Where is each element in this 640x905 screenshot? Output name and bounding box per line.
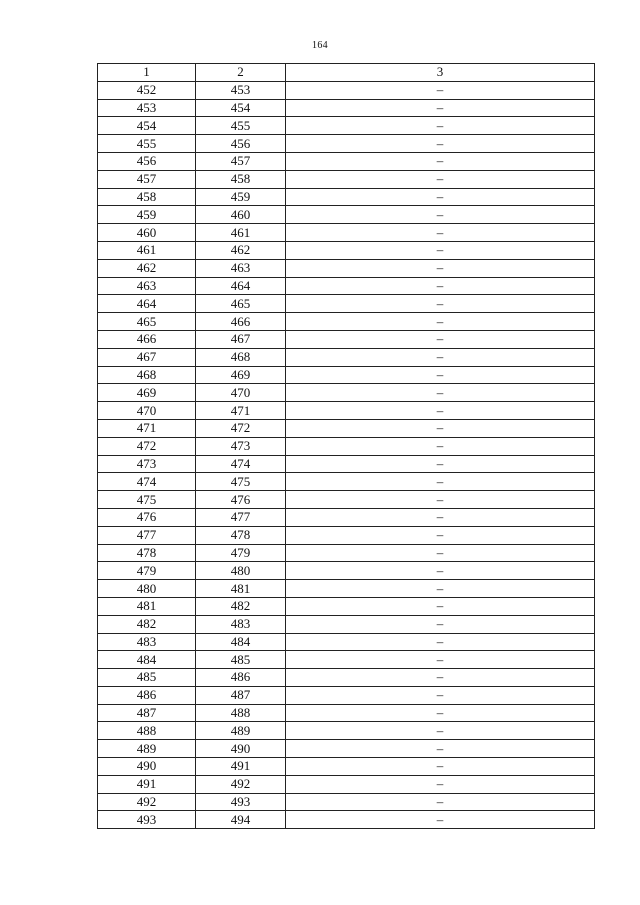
table-row <box>98 633 595 651</box>
table-cell-col-2: 480 <box>196 562 286 580</box>
table-cell-col-2: 456 <box>196 135 286 153</box>
table-cell-col-2: 459 <box>196 188 286 206</box>
column-header-1: 1 <box>98 64 196 82</box>
table-cell-col-1: 488 <box>98 722 196 740</box>
table-cell-col-1: 453 <box>98 99 196 117</box>
table-cell-col-2: 465 <box>196 295 286 313</box>
table-row <box>98 206 595 224</box>
table-cell-col-3: – <box>286 526 595 544</box>
table-cell-col-2: 474 <box>196 455 286 473</box>
table-cell-col-3: – <box>286 455 595 473</box>
table-row <box>98 277 595 295</box>
table-row <box>98 669 595 687</box>
table-cell-col-1: 463 <box>98 277 196 295</box>
table-row <box>98 81 595 99</box>
table-cell-col-3: – <box>286 295 595 313</box>
table-cell-col-3: – <box>286 704 595 722</box>
table-cell-col-1: 472 <box>98 437 196 455</box>
table-row <box>98 508 595 526</box>
table-cell-col-1: 480 <box>98 580 196 598</box>
table-row <box>98 615 595 633</box>
table-cell-col-1: 458 <box>98 188 196 206</box>
table-cell-col-2: 478 <box>196 526 286 544</box>
table-cell-col-1: 473 <box>98 455 196 473</box>
table-cell-col-3: – <box>286 348 595 366</box>
table-cell-col-2: 455 <box>196 117 286 135</box>
table-cell-col-2: 490 <box>196 740 286 758</box>
table-row <box>98 651 595 669</box>
table-cell-col-3: – <box>286 224 595 242</box>
table-cell-col-1: 487 <box>98 704 196 722</box>
table-cell-col-2: 468 <box>196 348 286 366</box>
table-row <box>98 259 595 277</box>
table-cell-col-2: 467 <box>196 330 286 348</box>
table-cell-col-2: 487 <box>196 686 286 704</box>
table-cell-col-3: – <box>286 669 595 687</box>
table-row <box>98 775 595 793</box>
table-cell-col-1: 486 <box>98 686 196 704</box>
table-cell-col-3: – <box>286 775 595 793</box>
table-cell-col-2: 464 <box>196 277 286 295</box>
data-table <box>97 63 595 829</box>
table-cell-col-1: 470 <box>98 402 196 420</box>
table-cell-col-1: 478 <box>98 544 196 562</box>
table-cell-col-1: 484 <box>98 651 196 669</box>
table-cell-col-2: 469 <box>196 366 286 384</box>
table-cell-col-3: – <box>286 597 595 615</box>
table-cell-col-2: 460 <box>196 206 286 224</box>
table-cell-col-1: 464 <box>98 295 196 313</box>
table-cell-col-3: – <box>286 402 595 420</box>
table-row <box>98 686 595 704</box>
table-cell-col-2: 485 <box>196 651 286 669</box>
table-cell-col-1: 465 <box>98 313 196 331</box>
table-cell-col-2: 471 <box>196 402 286 420</box>
table-cell-col-3: – <box>286 206 595 224</box>
table-cell-col-3: – <box>286 686 595 704</box>
table-row <box>98 811 595 829</box>
table-row <box>98 188 595 206</box>
table-row <box>98 419 595 437</box>
table-cell-col-1: 492 <box>98 793 196 811</box>
table-cell-col-3: – <box>286 740 595 758</box>
table-cell-col-3: – <box>286 135 595 153</box>
table-cell-col-1: 469 <box>98 384 196 402</box>
table-row <box>98 597 595 615</box>
table-cell-col-2: 475 <box>196 473 286 491</box>
table-cell-col-1: 490 <box>98 758 196 776</box>
table-cell-col-1: 481 <box>98 597 196 615</box>
table-row <box>98 152 595 170</box>
table-row <box>98 330 595 348</box>
table-cell-col-2: 473 <box>196 437 286 455</box>
table-cell-col-1: 476 <box>98 508 196 526</box>
table-row <box>98 117 595 135</box>
table-cell-col-3: – <box>286 651 595 669</box>
table-cell-col-3: – <box>286 758 595 776</box>
table-cell-col-2: 479 <box>196 544 286 562</box>
column-header-3: 3 <box>286 64 595 82</box>
table-cell-col-2: 463 <box>196 259 286 277</box>
table-cell-col-3: – <box>286 81 595 99</box>
table-cell-col-3: – <box>286 473 595 491</box>
table-cell-col-1: 457 <box>98 170 196 188</box>
table-cell-col-3: – <box>286 811 595 829</box>
table-cell-col-1: 477 <box>98 526 196 544</box>
table-cell-col-1: 468 <box>98 366 196 384</box>
table-row <box>98 793 595 811</box>
table-cell-col-3: – <box>286 99 595 117</box>
table-cell-col-2: 486 <box>196 669 286 687</box>
table-row <box>98 704 595 722</box>
table-cell-col-3: – <box>286 544 595 562</box>
table-row <box>98 224 595 242</box>
table-cell-col-2: 494 <box>196 811 286 829</box>
table-cell-col-3: – <box>286 277 595 295</box>
table-cell-col-2: 457 <box>196 152 286 170</box>
table-cell-col-2: 454 <box>196 99 286 117</box>
table-cell-col-3: – <box>286 633 595 651</box>
table-cell-col-3: – <box>286 562 595 580</box>
table-cell-col-2: 489 <box>196 722 286 740</box>
table-cell-col-1: 461 <box>98 241 196 259</box>
table-cell-col-1: 471 <box>98 419 196 437</box>
table-cell-col-2: 493 <box>196 793 286 811</box>
table-cell-col-2: 466 <box>196 313 286 331</box>
table-cell-col-1: 455 <box>98 135 196 153</box>
table-cell-col-1: 491 <box>98 775 196 793</box>
table-cell-col-1: 459 <box>98 206 196 224</box>
table-cell-col-2: 458 <box>196 170 286 188</box>
table-cell-col-3: – <box>286 170 595 188</box>
table-row <box>98 295 595 313</box>
table-cell-col-1: 462 <box>98 259 196 277</box>
table-row <box>98 491 595 509</box>
table-body <box>98 81 595 828</box>
table-cell-col-3: – <box>286 152 595 170</box>
table-cell-col-1: 485 <box>98 669 196 687</box>
table-cell-col-2: 482 <box>196 597 286 615</box>
table-cell-col-2: 476 <box>196 491 286 509</box>
table-cell-col-1: 479 <box>98 562 196 580</box>
table-cell-col-1: 454 <box>98 117 196 135</box>
table-cell-col-3: – <box>286 437 595 455</box>
table-cell-col-1: 460 <box>98 224 196 242</box>
table-row <box>98 384 595 402</box>
table-row <box>98 313 595 331</box>
table-cell-col-1: 475 <box>98 491 196 509</box>
table-cell-col-2: 492 <box>196 775 286 793</box>
table-cell-col-1: 493 <box>98 811 196 829</box>
table-cell-col-2: 481 <box>196 580 286 598</box>
table-row <box>98 170 595 188</box>
table-cell-col-3: – <box>286 313 595 331</box>
table-cell-col-2: 462 <box>196 241 286 259</box>
table-cell-col-3: – <box>286 384 595 402</box>
table-row <box>98 348 595 366</box>
table-row <box>98 526 595 544</box>
table-cell-col-2: 477 <box>196 508 286 526</box>
table-row <box>98 366 595 384</box>
table-cell-col-2: 488 <box>196 704 286 722</box>
page-number: 164 <box>312 40 328 51</box>
table-cell-col-3: – <box>286 491 595 509</box>
table-cell-col-3: – <box>286 580 595 598</box>
table-cell-col-3: – <box>286 330 595 348</box>
table-cell-col-1: 452 <box>98 81 196 99</box>
table-row <box>98 758 595 776</box>
table-row <box>98 722 595 740</box>
table-row <box>98 437 595 455</box>
table-row <box>98 473 595 491</box>
table-row <box>98 544 595 562</box>
table-cell-col-3: – <box>286 722 595 740</box>
table-row <box>98 580 595 598</box>
table-cell-col-1: 467 <box>98 348 196 366</box>
table-cell-col-3: – <box>286 508 595 526</box>
table-cell-col-3: – <box>286 188 595 206</box>
table-cell-col-1: 466 <box>98 330 196 348</box>
table-cell-col-3: – <box>286 419 595 437</box>
table-row <box>98 562 595 580</box>
table-cell-col-2: 470 <box>196 384 286 402</box>
table-cell-col-1: 474 <box>98 473 196 491</box>
table-cell-col-1: 456 <box>98 152 196 170</box>
table-cell-col-3: – <box>286 366 595 384</box>
table-cell-col-2: 461 <box>196 224 286 242</box>
table-cell-col-3: – <box>286 241 595 259</box>
table-cell-col-2: 484 <box>196 633 286 651</box>
table-cell-col-2: 472 <box>196 419 286 437</box>
table-cell-col-1: 489 <box>98 740 196 758</box>
table-cell-col-3: – <box>286 117 595 135</box>
table-row <box>98 740 595 758</box>
table-header-row <box>98 64 595 82</box>
table-cell-col-1: 482 <box>98 615 196 633</box>
table-cell-col-1: 483 <box>98 633 196 651</box>
table-row <box>98 402 595 420</box>
table-cell-col-3: – <box>286 793 595 811</box>
table-cell-col-3: – <box>286 615 595 633</box>
column-header-2: 2 <box>196 64 286 82</box>
table-cell-col-2: 491 <box>196 758 286 776</box>
table-cell-col-3: – <box>286 259 595 277</box>
table-row <box>98 455 595 473</box>
table-cell-col-2: 483 <box>196 615 286 633</box>
table-row <box>98 99 595 117</box>
table-cell-col-2: 453 <box>196 81 286 99</box>
table-row <box>98 135 595 153</box>
table-row <box>98 241 595 259</box>
